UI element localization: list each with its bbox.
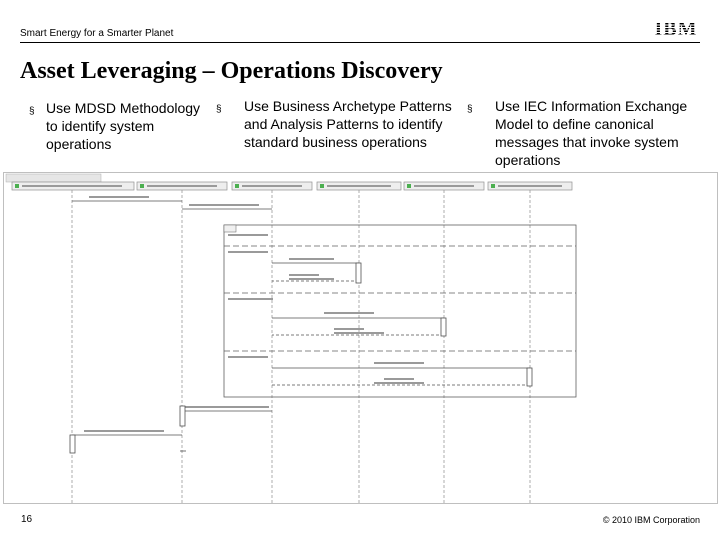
page-number: 16	[21, 514, 33, 525]
ibm-logo-text: IBM	[654, 18, 698, 38]
bullet-line: Use Business Archetype Patterns	[244, 98, 452, 114]
slide-title: Asset Leveraging – Operations Discovery	[20, 58, 443, 84]
bullet-line: messages that invoke system	[495, 134, 679, 150]
bullet-text-2	[244, 97, 452, 151]
bullet-mark-1: §	[29, 106, 35, 117]
header-rule	[20, 42, 700, 43]
bullet-line: standard business operations	[244, 134, 427, 150]
bullet-text-1	[46, 99, 200, 153]
bullet-line: and Analysis Patterns to identify	[244, 116, 443, 132]
bullet-text-3	[495, 97, 687, 169]
copyright: © 2010 IBM Corporation	[602, 515, 700, 525]
bullet-line: to identify system	[46, 118, 155, 134]
sequence-diagram-image	[3, 172, 718, 504]
bullet-line: operations	[495, 152, 561, 168]
bullet-mark-3: §	[467, 104, 473, 115]
bullet-line: Use IEC Information Exchange	[495, 98, 688, 114]
bullet-line: Model to define canonical	[495, 116, 654, 132]
bullet-line: operations	[46, 136, 112, 152]
header-text: Smart Energy for a Smarter Planet	[20, 28, 174, 39]
bullet-mark-2: §	[216, 104, 222, 115]
bullet-line: Use MDSD Methodology	[46, 100, 201, 116]
ibm-logo	[652, 18, 700, 38]
